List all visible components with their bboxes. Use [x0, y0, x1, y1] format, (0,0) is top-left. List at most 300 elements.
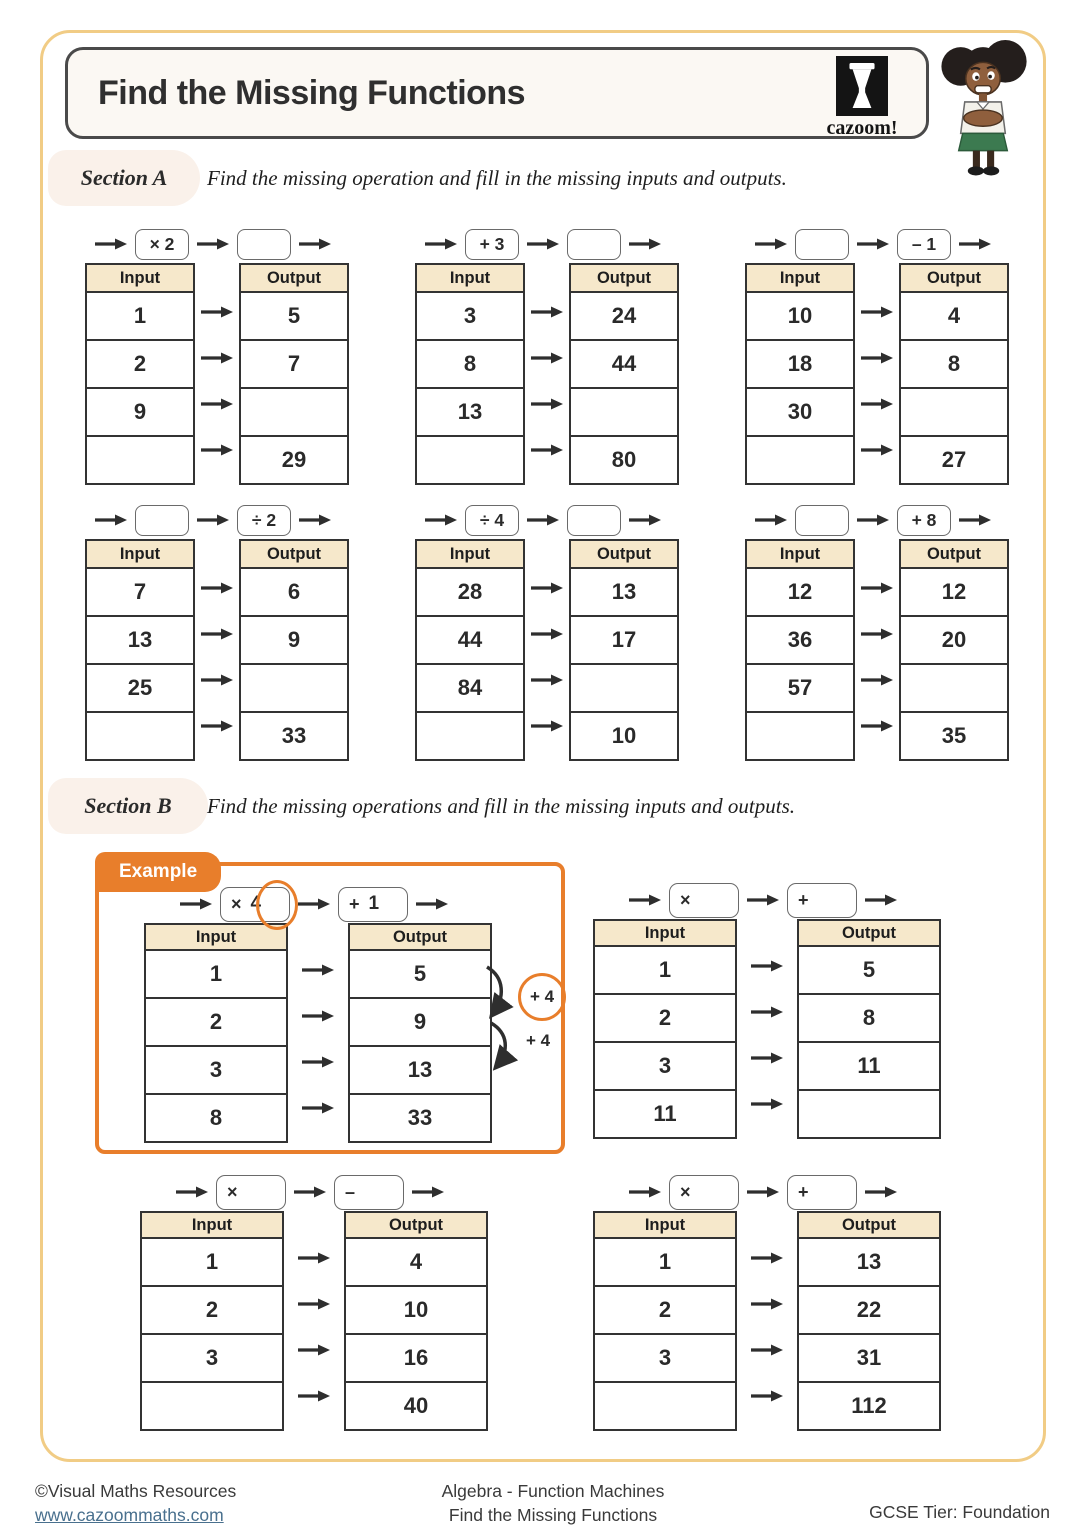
column-header [146, 925, 286, 951]
operation-box [465, 505, 519, 536]
operation-label: + 8 [911, 509, 937, 530]
flow-arrow-icon [864, 1186, 898, 1198]
operator-value: 4 [250, 893, 262, 914]
output-value: 31 [856, 1345, 882, 1370]
value-cell [799, 1043, 939, 1091]
column-header [417, 265, 523, 293]
flow-arrow-icon [628, 894, 662, 906]
column-header [571, 265, 677, 293]
value-cell [595, 1091, 735, 1137]
operation-box [787, 1175, 857, 1210]
flow-arrow-icon [526, 238, 560, 250]
value-cell [87, 617, 193, 665]
value-cell-blank [747, 713, 853, 759]
value-cell [799, 1239, 939, 1287]
input-header-label: Input [779, 544, 821, 563]
input-header-label: Input [195, 927, 237, 946]
flow-arrow-icon [196, 238, 230, 250]
row-arrow-slot [855, 657, 899, 703]
flow-arrow-icon [200, 398, 234, 410]
operation-box [237, 505, 291, 536]
tables-row [593, 919, 933, 1139]
io-table-input [144, 923, 288, 1143]
flow-arrow-icon [628, 514, 662, 526]
operation-box [220, 887, 290, 922]
input-value: 2 [133, 351, 147, 376]
column-header [241, 265, 347, 293]
value-cell [87, 665, 193, 713]
flow-arrow-icon [94, 238, 128, 250]
value-cell [595, 1043, 735, 1091]
machine-row [144, 888, 484, 920]
flow-arrow-icon [860, 674, 894, 686]
output-value: 12 [941, 579, 967, 604]
io-table-input [415, 539, 525, 761]
flow-arrow-icon [298, 514, 332, 526]
input-value: 30 [787, 399, 813, 424]
value-cell-blank [142, 1383, 282, 1429]
row-arrows-column [737, 919, 797, 1139]
footer-topic: Algebra - Function Machines [441, 1481, 665, 1501]
flow-arrow-icon [750, 960, 784, 972]
output-value: 16 [403, 1345, 429, 1370]
row-arrow-slot [525, 427, 569, 473]
flow-arrow-icon [746, 1186, 780, 1198]
value-cell [87, 341, 193, 389]
flow-arrow-icon [415, 898, 449, 910]
output-header-label: Output [841, 923, 897, 942]
row-arrows-column [855, 263, 899, 485]
io-table-input [85, 263, 195, 485]
row-arrow-slot [284, 1373, 344, 1419]
flow-arrow-icon [864, 894, 898, 906]
answer-box-blank [795, 505, 849, 536]
operator-symbol: – [345, 1181, 356, 1202]
machine-row [745, 504, 1001, 536]
value-cell-blank [417, 713, 523, 759]
tables-row [85, 539, 341, 761]
answer-box-blank [567, 505, 621, 536]
output-value: 80 [611, 447, 637, 472]
value-cell [571, 437, 677, 483]
row-arrow-slot [525, 335, 569, 381]
column-header [595, 921, 735, 947]
output-header-label: Output [392, 927, 448, 946]
value-cell [346, 1383, 486, 1429]
flow-arrow-icon [628, 238, 662, 250]
operator-value: 1 [368, 893, 380, 914]
input-value: 2 [209, 1009, 223, 1034]
flow-arrow-icon [750, 1390, 784, 1402]
operation-box [334, 1175, 404, 1210]
flow-arrow-icon [530, 352, 564, 364]
flow-arrow-icon [424, 238, 458, 250]
answer-box-blank [795, 229, 849, 260]
input-value: 8 [463, 351, 477, 376]
flow-arrow-icon [754, 238, 788, 250]
section-a-instruction: Find the missing operation and fill in the missing inputs and outputs. [207, 166, 787, 190]
row-arrows-column [737, 1211, 797, 1431]
output-value: 5 [862, 957, 876, 982]
input-value: 3 [209, 1057, 223, 1082]
output-value: 4 [947, 303, 961, 328]
output-value: 22 [856, 1297, 882, 1322]
column-header [747, 265, 853, 293]
input-header-label: Input [191, 1215, 233, 1234]
io-table-output [797, 919, 941, 1139]
column-header [799, 921, 939, 947]
operator-symbol: × [231, 893, 242, 914]
output-value: 10 [611, 723, 637, 748]
machine-row [593, 1176, 933, 1208]
page-title: Find the Missing Functions [98, 73, 526, 112]
io-table-output [899, 539, 1009, 761]
machine-row [745, 228, 1001, 260]
operation-box [338, 887, 408, 922]
column-header [799, 1213, 939, 1239]
row-arrow-slot [525, 565, 569, 611]
flow-arrow-icon [860, 720, 894, 732]
value-cell [417, 665, 523, 713]
step-difference-label: + 4 [529, 987, 555, 1006]
row-arrows-column [855, 539, 899, 761]
input-header-label: Input [449, 544, 491, 563]
io-table-output [899, 263, 1009, 485]
function-machine-problem [745, 504, 1001, 761]
value-cell [417, 617, 523, 665]
value-cell [142, 1335, 282, 1383]
tables-row [745, 263, 1001, 485]
io-table-input [140, 1211, 284, 1431]
input-header-label: Input [119, 268, 161, 287]
value-cell-blank [571, 665, 677, 713]
function-machine-problem [85, 228, 341, 485]
row-arrow-slot [855, 289, 899, 335]
operator-symbol: × [680, 1181, 691, 1202]
output-value: 8 [862, 1005, 876, 1030]
output-value: 20 [941, 627, 967, 652]
value-cell [146, 999, 286, 1047]
row-arrows-column [195, 539, 239, 761]
row-arrow-slot [195, 381, 239, 427]
value-cell [901, 341, 1007, 389]
value-cell-blank [595, 1383, 735, 1429]
flow-arrow-icon [860, 398, 894, 410]
value-cell-blank [241, 389, 347, 437]
row-arrow-slot [195, 611, 239, 657]
output-value: 5 [287, 303, 301, 328]
value-cell-blank [901, 665, 1007, 713]
value-cell [142, 1287, 282, 1335]
function-machine-problem [140, 1176, 480, 1431]
row-arrow-slot [855, 703, 899, 749]
value-cell [142, 1239, 282, 1287]
input-value: 13 [127, 627, 153, 652]
column-header [350, 925, 490, 951]
flow-arrow-icon [958, 238, 992, 250]
value-cell [595, 947, 735, 995]
flow-arrow-icon [297, 1344, 331, 1356]
value-cell [747, 389, 853, 437]
output-header-label: Output [926, 268, 982, 287]
footer-tier: GCSE Tier: Foundation [869, 1502, 1050, 1522]
column-header [747, 541, 853, 569]
flow-arrow-icon [424, 514, 458, 526]
io-table-output [344, 1211, 488, 1431]
input-value: 2 [658, 1005, 672, 1030]
output-value: 6 [287, 579, 301, 604]
flow-arrow-icon [750, 1344, 784, 1356]
tables-row [144, 923, 484, 1143]
io-table-output [569, 263, 679, 485]
operation-label: + 3 [479, 233, 505, 254]
row-arrows-column [195, 263, 239, 485]
tables-row [745, 539, 1001, 761]
value-cell [799, 947, 939, 995]
value-cell [87, 389, 193, 437]
row-arrow-slot [737, 1327, 797, 1373]
flow-arrow-icon [175, 1186, 209, 1198]
value-cell-blank [417, 437, 523, 483]
row-arrow-slot [855, 565, 899, 611]
flow-arrow-icon [179, 898, 213, 910]
row-arrows-column [525, 263, 569, 485]
function-machine-problem [85, 504, 341, 761]
answer-box-blank [237, 229, 291, 260]
answer-box-blank [567, 229, 621, 260]
output-value: 10 [403, 1297, 429, 1322]
flow-arrow-icon [628, 1186, 662, 1198]
input-value: 84 [457, 675, 483, 700]
value-cell-blank [747, 437, 853, 483]
footer-topic-block [243, 1480, 863, 1527]
operator-symbol: × [680, 889, 691, 910]
row-arrows-column [525, 539, 569, 761]
io-table-output [797, 1211, 941, 1431]
input-value: 2 [205, 1297, 219, 1322]
input-value: 7 [133, 579, 147, 604]
io-table-output [239, 539, 349, 761]
flow-arrow-icon [200, 582, 234, 594]
flow-arrow-icon [298, 238, 332, 250]
function-machine-problem [593, 884, 933, 1139]
operation-label: – 1 [911, 233, 937, 254]
column-header [346, 1213, 486, 1239]
output-value: 11 [857, 1053, 881, 1078]
flow-arrow-icon [301, 1102, 335, 1114]
value-cell [241, 617, 347, 665]
row-arrow-slot [284, 1235, 344, 1281]
row-arrow-slot [195, 657, 239, 703]
output-header-label: Output [596, 268, 652, 287]
io-table-output [569, 539, 679, 761]
flow-arrow-icon [301, 1010, 335, 1022]
column-header [87, 541, 193, 569]
io-table-output [348, 923, 492, 1143]
row-arrow-slot [525, 657, 569, 703]
row-arrow-slot [288, 947, 348, 993]
output-value: 8 [947, 351, 961, 376]
flow-arrow-icon [860, 628, 894, 640]
value-cell [417, 569, 523, 617]
flow-arrow-icon [200, 628, 234, 640]
value-cell [799, 1287, 939, 1335]
input-header-label: Input [119, 544, 161, 563]
footer-credit [35, 1480, 236, 1527]
input-value: 18 [787, 351, 813, 376]
flow-arrow-icon [750, 1098, 784, 1110]
example-tag: Example [95, 852, 221, 892]
student-character-illustration [926, 36, 1040, 178]
input-value: 1 [658, 1249, 672, 1274]
cazoom-logo-text: cazoom! [826, 117, 898, 139]
section-b-label: Section B [48, 778, 208, 834]
flow-arrow-icon [297, 1298, 331, 1310]
column-header [595, 1213, 735, 1239]
value-cell-blank [87, 713, 193, 759]
value-cell [87, 569, 193, 617]
value-cell [747, 569, 853, 617]
value-cell [571, 617, 677, 665]
value-cell [747, 665, 853, 713]
output-value: 5 [413, 961, 427, 986]
function-machine-problem-example [144, 888, 484, 1143]
row-arrow-slot [737, 1081, 797, 1127]
flow-arrow-icon [293, 1186, 327, 1198]
row-arrow-slot [737, 1235, 797, 1281]
input-header-label: Input [644, 923, 686, 942]
row-arrows-column [284, 1211, 344, 1431]
row-arrow-slot [855, 427, 899, 473]
value-cell [241, 293, 347, 341]
value-cell [350, 1047, 490, 1095]
input-value: 25 [127, 675, 153, 700]
operator-symbol: + [798, 1181, 809, 1202]
input-value: 1 [205, 1249, 219, 1274]
value-cell [901, 293, 1007, 341]
value-cell [417, 389, 523, 437]
input-value: 9 [133, 399, 147, 424]
input-value: 3 [463, 303, 477, 328]
value-cell [346, 1335, 486, 1383]
flow-arrow-icon [301, 1056, 335, 1068]
value-cell [146, 1095, 286, 1141]
output-header-label: Output [841, 1215, 897, 1234]
row-arrow-slot [288, 1085, 348, 1131]
flow-arrow-icon [196, 514, 230, 526]
input-header-label: Input [644, 1215, 686, 1234]
flow-arrow-icon [530, 398, 564, 410]
output-value: 112 [851, 1393, 887, 1418]
cazoom-logo [814, 56, 910, 140]
section-a-label: Section A [48, 150, 200, 206]
row-arrow-slot [195, 565, 239, 611]
operation-label: × 2 [149, 233, 175, 254]
row-arrow-slot [288, 993, 348, 1039]
flow-arrow-icon [297, 1252, 331, 1264]
machine-row [85, 504, 341, 536]
input-value: 3 [205, 1345, 219, 1370]
value-cell [350, 951, 490, 999]
flow-arrow-icon [200, 444, 234, 456]
flow-arrow-icon [530, 674, 564, 686]
value-cell [241, 569, 347, 617]
output-value: 9 [287, 627, 301, 652]
step-difference-label: + 4 [526, 1031, 551, 1050]
flow-arrow-icon [860, 444, 894, 456]
output-value: 44 [611, 351, 637, 376]
tables-row [140, 1211, 480, 1431]
output-value: 24 [611, 303, 637, 328]
input-value: 3 [658, 1345, 672, 1370]
output-value: 7 [287, 351, 301, 376]
row-arrow-slot [195, 289, 239, 335]
row-arrow-slot [737, 1035, 797, 1081]
output-value: 9 [413, 1009, 427, 1034]
flow-arrow-icon [856, 238, 890, 250]
value-cell [87, 293, 193, 341]
column-header [241, 541, 347, 569]
flow-arrow-icon [754, 514, 788, 526]
row-arrow-slot [284, 1327, 344, 1373]
value-cell [595, 1239, 735, 1287]
input-value: 11 [653, 1101, 677, 1126]
machine-row [85, 228, 341, 260]
flow-arrow-icon [530, 720, 564, 732]
column-header [901, 541, 1007, 569]
io-table-input [415, 263, 525, 485]
value-cell-blank [87, 437, 193, 483]
output-value: 17 [611, 627, 637, 652]
flow-arrow-icon [530, 628, 564, 640]
value-cell [241, 713, 347, 759]
copyright-text: ©Visual Maths Resources [35, 1481, 237, 1501]
flow-arrow-icon [297, 898, 331, 910]
example-box [95, 862, 565, 1154]
column-header [901, 265, 1007, 293]
value-cell-blank [799, 1091, 939, 1137]
io-table-input [85, 539, 195, 761]
value-cell [799, 995, 939, 1043]
tables-row [415, 263, 671, 485]
column-header [417, 541, 523, 569]
flow-arrow-icon [750, 1252, 784, 1264]
flow-arrow-icon [750, 1298, 784, 1310]
input-header-label: Input [779, 268, 821, 287]
value-cell-blank [901, 389, 1007, 437]
value-cell-blank [241, 665, 347, 713]
title-box [65, 47, 929, 139]
machine-row [415, 228, 671, 260]
flow-arrow-icon [200, 352, 234, 364]
input-value: 2 [658, 1297, 672, 1322]
output-header-label: Output [266, 544, 322, 563]
operation-box [897, 229, 951, 260]
flow-arrow-icon [530, 306, 564, 318]
website-link[interactable]: www.cazoommaths.com [35, 1504, 224, 1525]
flow-arrow-icon [750, 1052, 784, 1064]
row-arrow-slot [737, 943, 797, 989]
value-cell [350, 1095, 490, 1141]
flow-arrow-icon [750, 1006, 784, 1018]
flow-arrow-icon [860, 306, 894, 318]
flow-arrow-icon [530, 582, 564, 594]
value-cell [417, 341, 523, 389]
io-table-input [745, 539, 855, 761]
output-value: 29 [281, 447, 307, 472]
row-arrow-slot [737, 1281, 797, 1327]
output-value: 13 [407, 1057, 433, 1082]
